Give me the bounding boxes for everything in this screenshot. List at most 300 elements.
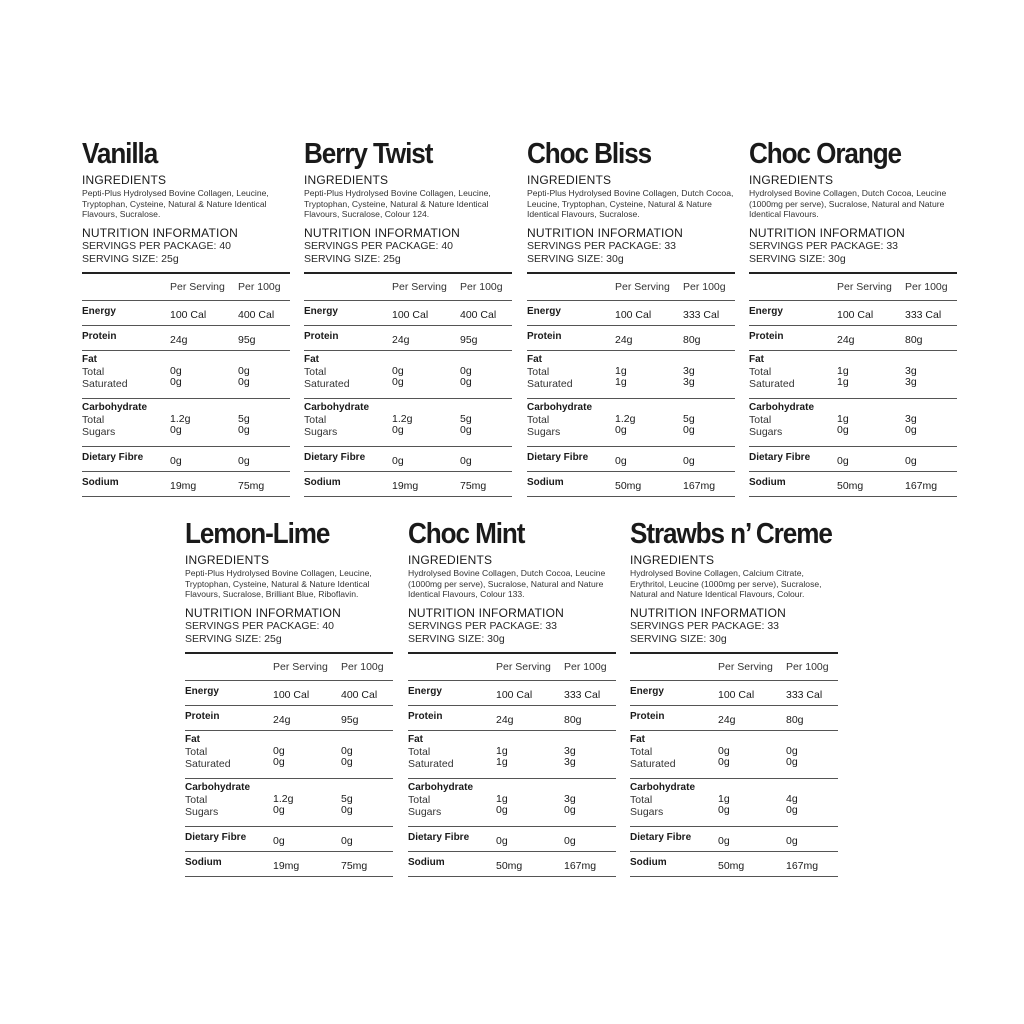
fat-sub2-per-100g: 0g [786, 756, 798, 768]
carbohydrate-sub1-per-100g: 5g [341, 793, 353, 805]
header-per-100g: Per 100g [238, 281, 281, 293]
fat-label: Fat [630, 734, 645, 745]
serving-size: SERVING SIZE: 30g [749, 253, 846, 265]
nutrition-heading: NUTRITION INFORMATION [185, 606, 341, 620]
energy-label: Energy [408, 685, 442, 697]
nutrition-table [630, 652, 838, 877]
sodium-per-serving: 19mg [170, 480, 197, 492]
fat-labels [304, 354, 392, 398]
dietary-fibre-label: Dietary Fibre [185, 831, 247, 843]
header-per-serving: Per Serving [718, 661, 773, 673]
dietary-fibre-row [749, 447, 957, 472]
protein-row [527, 326, 735, 351]
energy-label: Energy [185, 685, 219, 697]
carbohydrate-label: Carbohydrate [630, 782, 696, 793]
energy-label: Energy [630, 685, 664, 697]
fat-label: Fat [185, 734, 200, 745]
carbohydrate-per-100g [564, 782, 616, 826]
fat-labels [527, 354, 615, 398]
carbohydrate-row [749, 399, 957, 447]
energy-row [304, 301, 512, 326]
table-header-row [630, 654, 838, 681]
protein-row [304, 326, 512, 351]
carbohydrate-labels [408, 782, 496, 826]
dietary-fibre-label: Dietary Fibre [82, 451, 144, 463]
servings-per-package: SERVINGS PER PACKAGE: 40 [304, 240, 453, 252]
dietary-fibre-label: Dietary Fibre [630, 831, 692, 843]
carbohydrate-sub1-per-serving: 1g [837, 413, 849, 425]
carbohydrate-row [527, 399, 735, 447]
sodium-per-serving: 19mg [392, 480, 419, 492]
table-header-row [185, 654, 393, 681]
energy-per-serving: 100 Cal [718, 689, 755, 701]
fat-per-serving [170, 354, 238, 398]
energy-per-serving: 100 Cal [392, 309, 429, 321]
energy-per-100g: 400 Cal [341, 689, 378, 701]
product-panel [749, 138, 957, 497]
fat-label: Fat [749, 354, 764, 365]
carbohydrate-row [408, 779, 616, 827]
fat-sub1-per-serving: 1g [837, 365, 849, 377]
fat-per-100g [460, 354, 512, 398]
product-panel [527, 138, 735, 497]
servings-per-package: SERVINGS PER PACKAGE: 33 [630, 620, 779, 632]
carbohydrate-sub2-per-serving: 0g [170, 424, 182, 436]
carbohydrate-sub2-per-100g: 0g [905, 424, 917, 436]
carbohydrate-sub2-per-serving: 0g [496, 804, 508, 816]
dietary-fibre-per-100g: 0g [341, 835, 353, 847]
ingredients-heading: INGREDIENTS [408, 553, 493, 567]
carbohydrate-labels [304, 402, 392, 446]
dietary-fibre-label: Dietary Fibre [749, 451, 811, 463]
sodium-label: Sodium [185, 856, 222, 868]
carbohydrate-sub2-per-100g: 0g [341, 804, 353, 816]
carbohydrate-sub1-per-serving: 1g [718, 793, 730, 805]
sodium-row [527, 472, 735, 497]
fat-label: Fat [304, 354, 319, 365]
fat-labels [82, 354, 170, 398]
sodium-row [630, 852, 838, 877]
dietary-fibre-per-100g: 0g [905, 455, 917, 467]
protein-per-100g: 80g [786, 714, 804, 726]
fat-sub1-per-100g: 3g [564, 745, 576, 757]
carbohydrate-labels [527, 402, 615, 446]
nutrition-table [749, 272, 957, 497]
carbohydrate-per-100g [683, 402, 735, 446]
carbohydrate-sub2-per-100g: 0g [238, 424, 250, 436]
protein-per-100g: 95g [238, 334, 256, 346]
ingredients-heading: INGREDIENTS [185, 553, 270, 567]
serving-size: SERVING SIZE: 25g [304, 253, 401, 265]
carbohydrate-label: Carbohydrate [304, 402, 370, 413]
sodium-row [185, 852, 393, 877]
carbohydrate-sub2-per-100g: 0g [564, 804, 576, 816]
nutrition-heading: NUTRITION INFORMATION [408, 606, 564, 620]
protein-per-serving: 24g [170, 334, 188, 346]
fat-sub2-label: Saturated [82, 378, 128, 390]
dietary-fibre-per-serving: 0g [496, 835, 508, 847]
ingredients-heading: INGREDIENTS [304, 173, 389, 187]
protein-label: Protein [749, 330, 784, 342]
fat-sub1-per-100g: 0g [786, 745, 798, 757]
table-header-row [408, 654, 616, 681]
protein-label: Protein [527, 330, 562, 342]
energy-per-serving: 100 Cal [170, 309, 207, 321]
carbohydrate-sub1-per-100g: 5g [683, 413, 695, 425]
fat-sub1-per-100g: 0g [341, 745, 353, 757]
protein-per-serving: 24g [273, 714, 291, 726]
fat-row [304, 351, 512, 399]
carbohydrate-sub2-per-100g: 0g [683, 424, 695, 436]
energy-per-100g: 400 Cal [460, 309, 497, 321]
servings-per-package: SERVINGS PER PACKAGE: 40 [185, 620, 334, 632]
fat-per-100g [341, 734, 393, 778]
carbohydrate-sub2-label: Sugars [527, 426, 561, 438]
fat-sub1-label: Total [82, 366, 105, 378]
flavor-title: Choc Orange [749, 138, 902, 170]
dietary-fibre-row [630, 827, 838, 852]
header-per-100g: Per 100g [564, 661, 607, 673]
header-per-100g: Per 100g [683, 281, 726, 293]
carbohydrate-label: Carbohydrate [749, 402, 815, 413]
ingredients-text: Hydrolysed Bovine Collagen, Dutch Cocoa, Leucine (1000mg per serve), Sucralose, Natural and Nature Identical Flavours, Colour 133. [408, 568, 606, 599]
serving-size: SERVING SIZE: 25g [82, 253, 179, 265]
ingredients-heading: INGREDIENTS [749, 173, 834, 187]
carbohydrate-per-100g [341, 782, 393, 826]
carbohydrate-per-serving [273, 782, 341, 826]
carbohydrate-per-100g [238, 402, 290, 446]
sodium-per-100g: 167mg [683, 480, 716, 492]
protein-per-100g: 95g [460, 334, 478, 346]
dietary-fibre-per-serving: 0g [273, 835, 285, 847]
energy-row [82, 301, 290, 326]
fat-sub2-label: Saturated [527, 378, 573, 390]
carbohydrate-per-serving [496, 782, 564, 826]
sodium-per-100g: 167mg [905, 480, 938, 492]
protein-row [749, 326, 957, 351]
fat-sub1-label: Total [185, 746, 208, 758]
serving-size: SERVING SIZE: 25g [185, 633, 282, 645]
fat-labels [630, 734, 718, 778]
fat-row [408, 731, 616, 779]
fat-per-100g [238, 354, 290, 398]
sodium-label: Sodium [630, 856, 667, 868]
dietary-fibre-per-serving: 0g [837, 455, 849, 467]
carbohydrate-sub2-label: Sugars [749, 426, 783, 438]
protein-per-serving: 24g [615, 334, 633, 346]
dietary-fibre-per-100g: 0g [786, 835, 798, 847]
sodium-per-100g: 75mg [341, 860, 368, 872]
carbohydrate-sub1-per-serving: 1.2g [615, 413, 636, 425]
fat-sub1-per-serving: 0g [273, 745, 285, 757]
flavor-title: Lemon-Lime [185, 518, 330, 550]
sodium-label: Sodium [749, 476, 786, 488]
carbohydrate-sub1-label: Total [527, 414, 550, 426]
fat-sub2-per-serving: 1g [615, 376, 627, 388]
carbohydrate-sub1-label: Total [408, 794, 431, 806]
fat-sub1-label: Total [408, 746, 431, 758]
serving-size: SERVING SIZE: 30g [408, 633, 505, 645]
dietary-fibre-per-100g: 0g [683, 455, 695, 467]
fat-sub2-per-serving: 0g [170, 376, 182, 388]
fat-label: Fat [408, 734, 423, 745]
carbohydrate-sub1-per-serving: 1.2g [170, 413, 191, 425]
header-per-serving: Per Serving [837, 281, 892, 293]
carbohydrate-per-100g [905, 402, 957, 446]
header-per-serving: Per Serving [170, 281, 225, 293]
fat-per-100g [786, 734, 838, 778]
dietary-fibre-label: Dietary Fibre [527, 451, 589, 463]
fat-labels [408, 734, 496, 778]
header-per-serving: Per Serving [273, 661, 328, 673]
fat-sub1-per-100g: 3g [905, 365, 917, 377]
sodium-per-serving: 50mg [615, 480, 642, 492]
carbohydrate-row [82, 399, 290, 447]
ingredients-heading: INGREDIENTS [527, 173, 612, 187]
header-per-100g: Per 100g [460, 281, 503, 293]
nutrition-table [527, 272, 735, 497]
protein-per-100g: 80g [564, 714, 582, 726]
ingredients-text: Pepti-Plus Hydrolysed Bovine Collagen, Leucine, Tryptophan, Cysteine, Natural & Nature Identical Flavours, Sucralose, Brilliant Blue, Riboflavin. [185, 568, 372, 599]
dietary-fibre-per-serving: 0g [170, 455, 182, 467]
carbohydrate-sub1-label: Total [82, 414, 105, 426]
ingredients-text: Hydrolysed Bovine Collagen, Dutch Cocoa, Leucine (1000mg per serve), Sucralose, Natural and Nature Identical Flavours. [749, 188, 947, 219]
fat-row [527, 351, 735, 399]
fat-label: Fat [82, 354, 97, 365]
energy-row [527, 301, 735, 326]
product-panel [185, 518, 393, 877]
dietary-fibre-per-100g: 0g [564, 835, 576, 847]
energy-label: Energy [304, 305, 338, 317]
carbohydrate-labels [749, 402, 837, 446]
ingredients-text: Hydrolysed Bovine Collagen, Calcium Citrate, Erythritol, Leucine (1000mg per serve), Sucralose, Natural and Nature Identical Flavours, Colour. [630, 568, 822, 599]
energy-per-serving: 100 Cal [273, 689, 310, 701]
product-panel [304, 138, 512, 497]
sodium-row [82, 472, 290, 497]
nutrition-heading: NUTRITION INFORMATION [749, 226, 905, 240]
flavor-title: Vanilla [82, 138, 158, 170]
header-per-serving: Per Serving [615, 281, 670, 293]
carbohydrate-sub1-per-100g: 3g [564, 793, 576, 805]
nutrition-table [185, 652, 393, 877]
carbohydrate-sub2-per-100g: 0g [460, 424, 472, 436]
carbohydrate-per-serving [170, 402, 238, 446]
fat-sub2-label: Saturated [304, 378, 350, 390]
servings-per-package: SERVINGS PER PACKAGE: 33 [408, 620, 557, 632]
carbohydrate-labels [82, 402, 170, 446]
fat-sub1-per-serving: 1g [496, 745, 508, 757]
fat-row [185, 731, 393, 779]
dietary-fibre-per-100g: 0g [238, 455, 250, 467]
fat-labels [749, 354, 837, 398]
protein-row [630, 706, 838, 731]
flavor-title: Strawbs n’ Creme [630, 518, 832, 550]
energy-row [408, 681, 616, 706]
protein-label: Protein [304, 330, 339, 342]
table-header-row [304, 274, 512, 301]
fat-sub1-per-serving: 0g [392, 365, 404, 377]
fat-sub1-per-serving: 1g [615, 365, 627, 377]
fat-sub1-label: Total [304, 366, 327, 378]
sodium-label: Sodium [304, 476, 341, 488]
product-panel [408, 518, 616, 877]
header-per-serving: Per Serving [392, 281, 447, 293]
ingredients-text: Pepti-Plus Hydrolysed Bovine Collagen, Leucine, Tryptophan, Cysteine, Natural & Nature Identical Flavours, Sucralose. [82, 188, 269, 219]
ingredients-text: Pepti-Plus Hydrolysed Bovine Collagen, Leucine, Tryptophan, Cysteine, Natural & Nature Identical Flavours, Sucralose, Colour 124. [304, 188, 491, 219]
protein-label: Protein [185, 710, 220, 722]
carbohydrate-sub1-label: Total [185, 794, 208, 806]
protein-row [82, 326, 290, 351]
carbohydrate-sub1-per-serving: 1.2g [392, 413, 413, 425]
protein-per-100g: 95g [341, 714, 359, 726]
fat-per-100g [905, 354, 957, 398]
header-per-serving: Per Serving [496, 661, 551, 673]
fat-sub2-per-100g: 3g [905, 376, 917, 388]
dietary-fibre-row [185, 827, 393, 852]
carbohydrate-sub2-per-100g: 0g [786, 804, 798, 816]
fat-sub2-per-100g: 0g [238, 376, 250, 388]
carbohydrate-per-serving [392, 402, 460, 446]
fat-sub1-per-100g: 3g [683, 365, 695, 377]
sodium-label: Sodium [408, 856, 445, 868]
serving-size: SERVING SIZE: 30g [527, 253, 624, 265]
carbohydrate-sub2-per-serving: 0g [273, 804, 285, 816]
dietary-fibre-per-100g: 0g [460, 455, 472, 467]
sodium-per-100g: 167mg [564, 860, 597, 872]
carbohydrate-per-100g [460, 402, 512, 446]
header-per-100g: Per 100g [786, 661, 829, 673]
fat-sub2-per-serving: 0g [273, 756, 285, 768]
nutrition-heading: NUTRITION INFORMATION [527, 226, 683, 240]
fat-sub1-label: Total [749, 366, 772, 378]
carbohydrate-sub2-per-serving: 0g [392, 424, 404, 436]
fat-per-serving [496, 734, 564, 778]
dietary-fibre-row [304, 447, 512, 472]
dietary-fibre-label: Dietary Fibre [408, 831, 470, 843]
energy-row [630, 681, 838, 706]
fat-sub1-per-100g: 0g [238, 365, 250, 377]
servings-per-package: SERVINGS PER PACKAGE: 40 [82, 240, 231, 252]
fat-per-serving [273, 734, 341, 778]
dietary-fibre-label: Dietary Fibre [304, 451, 366, 463]
energy-per-serving: 100 Cal [837, 309, 874, 321]
carbohydrate-sub1-label: Total [749, 414, 772, 426]
fat-per-100g [683, 354, 735, 398]
fat-row [630, 731, 838, 779]
carbohydrate-per-serving [718, 782, 786, 826]
energy-label: Energy [749, 305, 783, 317]
sodium-per-serving: 50mg [718, 860, 745, 872]
fat-sub2-per-serving: 1g [837, 376, 849, 388]
carbohydrate-label: Carbohydrate [185, 782, 251, 793]
energy-per-100g: 333 Cal [786, 689, 823, 701]
energy-row [185, 681, 393, 706]
carbohydrate-sub2-label: Sugars [408, 806, 442, 818]
nutrition-heading: NUTRITION INFORMATION [304, 226, 460, 240]
carbohydrate-per-100g [786, 782, 838, 826]
energy-per-serving: 100 Cal [615, 309, 652, 321]
sodium-per-100g: 75mg [238, 480, 265, 492]
energy-label: Energy [82, 305, 116, 317]
dietary-fibre-row [527, 447, 735, 472]
product-panel [630, 518, 838, 877]
carbohydrate-sub2-label: Sugars [630, 806, 664, 818]
protein-label: Protein [408, 710, 443, 722]
fat-per-100g [564, 734, 616, 778]
carbohydrate-sub2-label: Sugars [185, 806, 219, 818]
ingredients-heading: INGREDIENTS [630, 553, 715, 567]
fat-sub2-label: Saturated [749, 378, 795, 390]
nutrition-heading: NUTRITION INFORMATION [82, 226, 238, 240]
nutrition-table [304, 272, 512, 497]
carbohydrate-labels [630, 782, 718, 826]
protein-label: Protein [82, 330, 117, 342]
fat-sub2-per-serving: 0g [392, 376, 404, 388]
fat-sub1-label: Total [527, 366, 550, 378]
sodium-label: Sodium [527, 476, 564, 488]
sodium-per-serving: 50mg [496, 860, 523, 872]
sodium-row [304, 472, 512, 497]
servings-per-package: SERVINGS PER PACKAGE: 33 [527, 240, 676, 252]
fat-sub2-per-serving: 0g [718, 756, 730, 768]
carbohydrate-per-serving [615, 402, 683, 446]
protein-per-100g: 80g [683, 334, 701, 346]
sodium-row [408, 852, 616, 877]
protein-row [185, 706, 393, 731]
protein-row [408, 706, 616, 731]
fat-row [749, 351, 957, 399]
protein-per-serving: 24g [837, 334, 855, 346]
fat-sub1-label: Total [630, 746, 653, 758]
flavor-title: Choc Mint [408, 518, 525, 550]
dietary-fibre-row [408, 827, 616, 852]
energy-per-100g: 400 Cal [238, 309, 275, 321]
sodium-per-100g: 75mg [460, 480, 487, 492]
nutrition-table [408, 652, 616, 877]
energy-per-100g: 333 Cal [683, 309, 720, 321]
fat-sub2-label: Saturated [630, 758, 676, 770]
header-per-100g: Per 100g [905, 281, 948, 293]
dietary-fibre-per-serving: 0g [718, 835, 730, 847]
carbohydrate-sub1-label: Total [630, 794, 653, 806]
carbohydrate-labels [185, 782, 273, 826]
protein-label: Protein [630, 710, 665, 722]
fat-per-serving [837, 354, 905, 398]
sodium-label: Sodium [82, 476, 119, 488]
carbohydrate-sub2-label: Sugars [82, 426, 116, 438]
carbohydrate-per-serving [837, 402, 905, 446]
fat-sub2-per-100g: 3g [683, 376, 695, 388]
carbohydrate-row [185, 779, 393, 827]
fat-sub2-per-100g: 3g [564, 756, 576, 768]
carbohydrate-sub1-per-100g: 4g [786, 793, 798, 805]
sodium-row [749, 472, 957, 497]
carbohydrate-sub2-per-serving: 0g [615, 424, 627, 436]
fat-per-serving [392, 354, 460, 398]
fat-sub2-label: Saturated [185, 758, 231, 770]
flavor-title: Berry Twist [304, 138, 433, 170]
ingredients-heading: INGREDIENTS [82, 173, 167, 187]
fat-per-serving [615, 354, 683, 398]
carbohydrate-label: Carbohydrate [82, 402, 148, 413]
energy-per-100g: 333 Cal [564, 689, 601, 701]
fat-sub2-per-100g: 0g [460, 376, 472, 388]
energy-label: Energy [527, 305, 561, 317]
carbohydrate-sub1-per-serving: 1g [496, 793, 508, 805]
sodium-per-100g: 167mg [786, 860, 819, 872]
table-header-row [527, 274, 735, 301]
carbohydrate-label: Carbohydrate [408, 782, 474, 793]
